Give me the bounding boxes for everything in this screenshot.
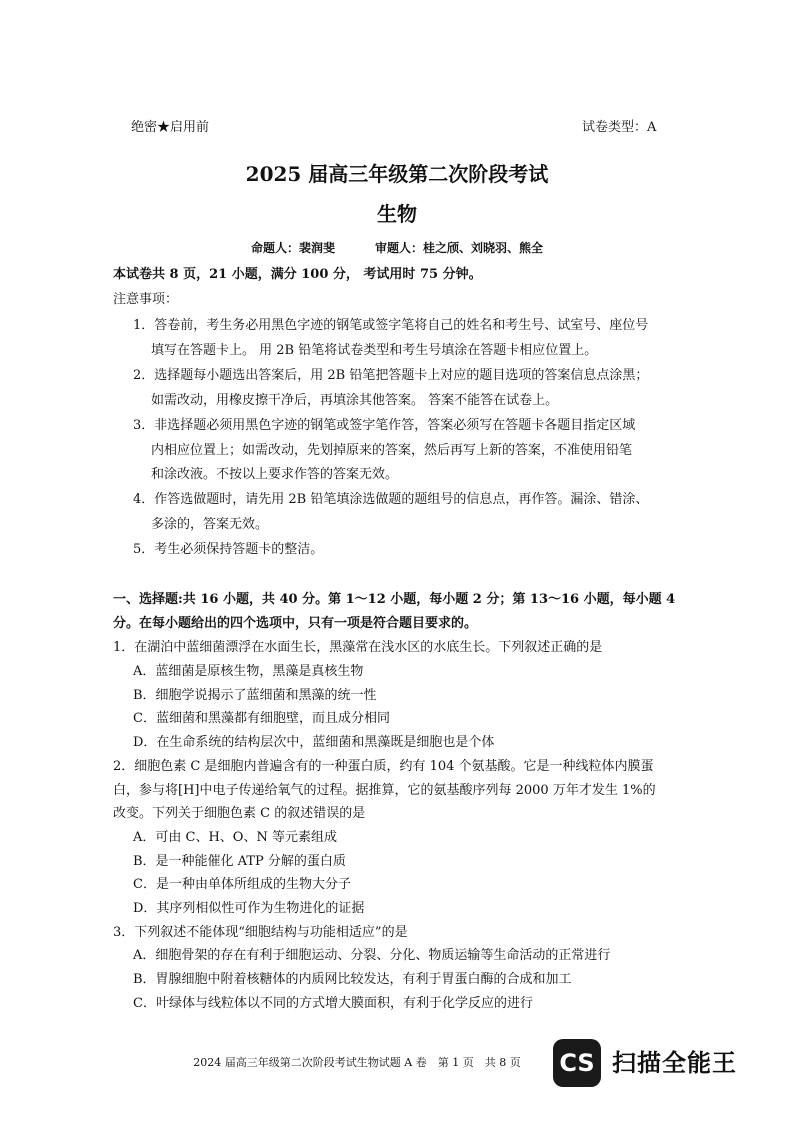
page-footer: 2024 届高三年级第二次阶段考试生物试题 A 卷 第 1 页 共 8 页 xyxy=(193,1056,521,1069)
note-item: 4．作答选做题时，请先用 2B 铅笔填涂选做题的题组号的信息点，再作答。漏涂、错涂、 xyxy=(133,492,649,507)
subject-title: 生物 xyxy=(377,202,417,226)
note-item: 1．答卷前，考生务必用黑色字迹的钢笔或签字笔将自己的姓名和考生号、试室号、座位号 xyxy=(133,318,649,333)
note-item: 2．选择题每小题选出答案后，用 2B 铅笔把答题卡上对应的题目选项的答案信息点涂黑； xyxy=(133,368,649,383)
note-item: 和涂改液。不按以上要求作答的答案无效。 xyxy=(151,467,399,482)
question-stem-cont: 白，参与将[H]中电子传递给氧气的过程。据推算，它的氨基酸序列每 2000 万年才发生 1%的 xyxy=(113,783,656,798)
note-item: 如需改动，用橡皮擦干净后，再填涂其他答案。 答案不能答在试卷上。 xyxy=(151,393,559,408)
option-b: B．细胞学说揭示了蓝细菌和黑藻的统一性 xyxy=(133,688,377,703)
option-d: D．其序列相似性可作为生物进化的证据 xyxy=(133,901,365,916)
exam-title: 2025 届高三年级第二次阶段考试 xyxy=(245,162,549,186)
reviewer-label: 审题人：桂之颀、刘晓羽、熊全 xyxy=(375,241,544,255)
option-c: C．叶绿体与线粒体以不同的方式增大膜面积，有利于化学反应的进行 xyxy=(133,996,533,1011)
camscanner-logo-icon: CS xyxy=(553,1039,601,1087)
note-item: 3．非选择题必须用黑色字迹的钢笔或签字笔作答，答案必须写在答题卡各题目指定区域 xyxy=(133,418,636,433)
option-c: C．蓝细菌和黑藻都有细胞壁，而且成分相同 xyxy=(133,711,390,726)
section-heading-cont: 分。在每小题给出的四个选项中，只有一项是符合题目要求的。 xyxy=(113,616,478,631)
question-stem: 3．下列叙述不能体现“细胞结构与功能相适应”的是 xyxy=(113,925,408,940)
option-b: B．是一种能催化 ATP 分解的蛋白质 xyxy=(133,854,346,869)
question-stem: 2．细胞色素 C 是细胞内普遍含有的一种蛋白质，约有 104 个氨基酸。它是一种线粒体内膜蛋 xyxy=(113,759,654,774)
exam-info: 本试卷共 8 页，21 小题，满分 100 分， 考试用时 75 分钟。 xyxy=(113,267,482,282)
question-stem-cont: 改变。下列关于细胞色素 C 的叙述错误的是 xyxy=(113,806,366,821)
option-b: B．胃腺细胞中附着核糖体的内质网比较发达，有利于胃蛋白酶的合成和加工 xyxy=(133,972,572,987)
section-heading: 一、选择题:共 16 小题，共 40 分。第 1～12 小题，每小题 2 分；第 13～16 小题，每小题 4 xyxy=(113,592,676,607)
question-stem: 1．在湖泊中蓝细菌漂浮在水面生长，黑藻常在浅水区的水底生长。下列叙述正确的是 xyxy=(113,640,603,655)
option-d: D．在生命系统的结构层次中，蓝细菌和黑藻既是细胞也是个体 xyxy=(133,735,495,750)
setter-label: 命题人：裴润斐 xyxy=(250,241,335,255)
note-item: 内相应位置上；如需改动，先划掉原来的答案，然后再写上新的答案，不准使用铅笔 xyxy=(151,443,633,458)
note-item: 5．考生必须保持答题卡的整洁。 xyxy=(133,542,324,557)
option-c: C．是一种由单体所组成的生物大分子 xyxy=(133,877,351,892)
note-item: 填写在答题卡上。 用 2B 铅笔将试卷类型和考生号填涂在答题卡相应位置上。 xyxy=(151,343,598,358)
option-a: A．蓝细菌是原核生物，黑藻是真核生物 xyxy=(133,664,364,679)
camscanner-watermark: 扫描全能王 xyxy=(612,1049,737,1077)
confidential-label: 绝密★启用前 xyxy=(131,120,210,135)
option-a: A．可由 C、H、O、N 等元素组成 xyxy=(133,830,337,845)
notes-heading: 注意事项： xyxy=(113,292,179,307)
authors-line xyxy=(0,240,794,256)
option-a: A．细胞骨架的存在有利于细胞运动、分裂、分化、物质运输等生命活动的正常进行 xyxy=(133,948,611,963)
note-item: 多涂的，答案无效。 xyxy=(151,517,269,532)
paper-type-label: 试卷类型：A xyxy=(582,120,657,135)
